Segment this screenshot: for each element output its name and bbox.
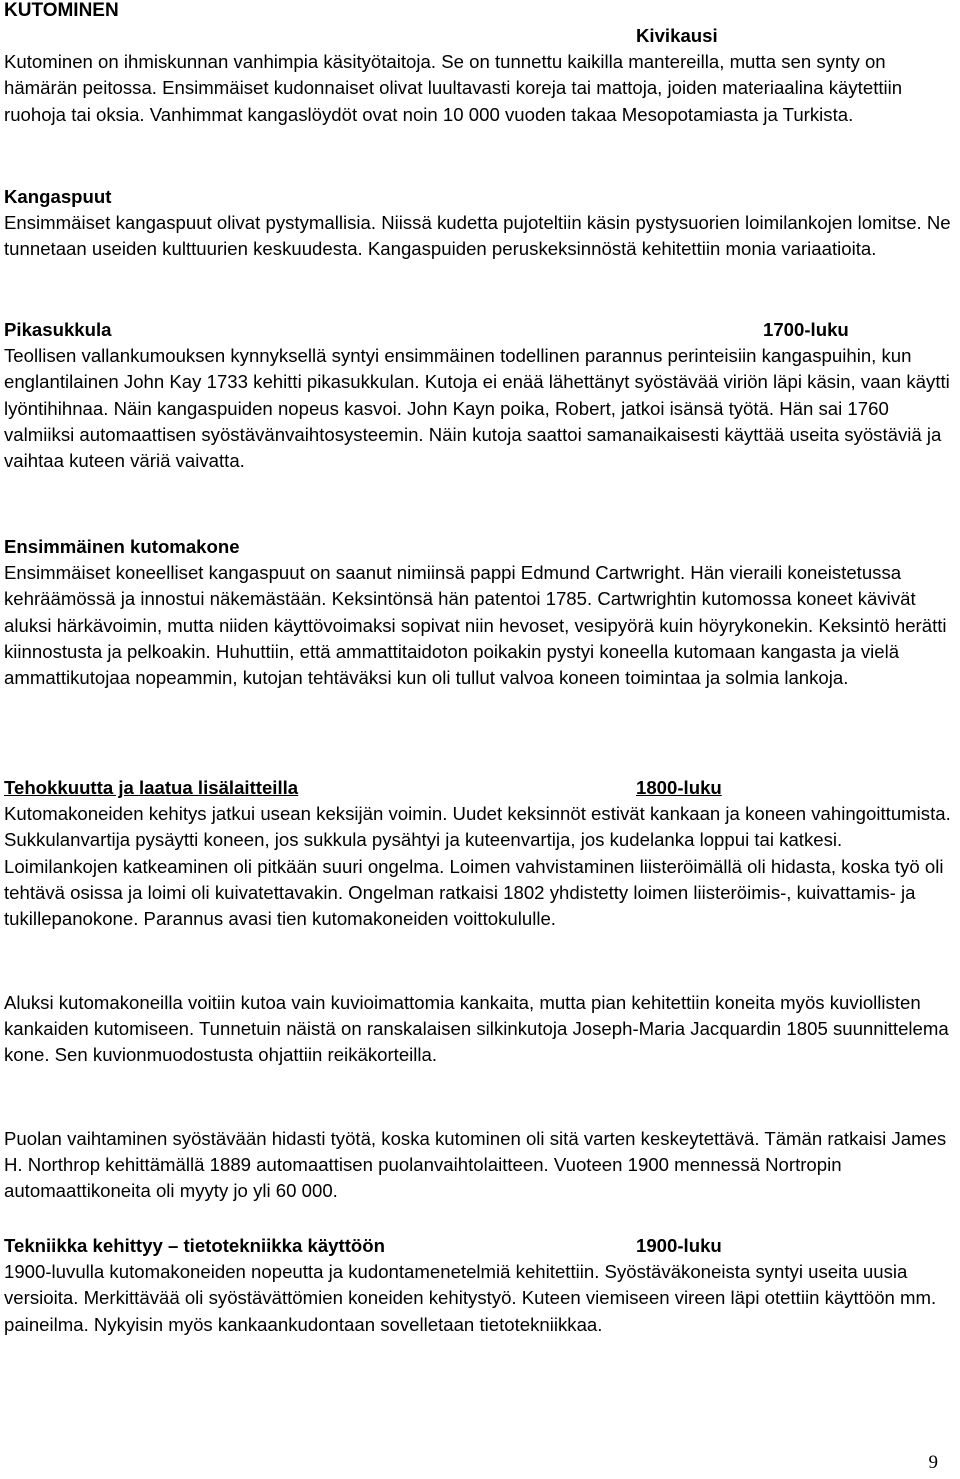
section-paragraph: Teollisen vallankumouksen kynnyksellä syntyi ensimmäinen todellinen parannus perinteisiin kangaspuihin, kun englantilainen John Kay 1733 kehitti pikasukkulan. Kutoja ei enää lähettänyt syöstävää viriön läpi käsin, vaan käytti lyöntihihnaa. Näin kangaspuiden nopeus kasvoi. John Kayn poika, Robert, jatkoi isänsä työtä. Hän sai 1760 valmiiksi automaattisen syöstävänvaihtosysteemin. Näin kutoja saattoi samanaikaisesti käyttää useita syöstäviä ja vaihtaa kuteen väriä vaivatta. [4, 345, 950, 472]
section-paragraph: Aluksi kutomakoneilla voitiin kutoa vain kuvioimattomia kankaita, mutta pian kehitettiin koneita myös kuviollisten kankaiden kutomiseen. Tunnetuin näistä on ranskalaisen silkinkutoja Joseph-Maria Jacquardin 1805 suunnittelema kone. Sen kuvionmuodostusta ohjattiin reikäkorteilla. [4, 992, 949, 1066]
section-paragraph: 1900-luvulla kutomakoneiden nopeutta ja kudontamenetelmiä kehitettiin. Syöstäväkoneista syntyi useita uusia versioita. Merkittävää oli syöstävättömien koneiden kehitystyö. Kuteen viemiseen vireen läpi otettiin käyttöön mm. paineilma. Nykyisin myös kankaankudontaan sovelletaan tietotekniikkaa. [4, 1261, 937, 1335]
section-flying-shuttle [4, 317, 954, 474]
section-era: Kivikausi [636, 25, 718, 46]
section-paragraph: Kutominen on ihmiskunnan vanhimpia käsityötaitoja. Se on tunnettu kaikilla mantereilla, mutta sen synty on hämärän peitossa. Ensimmäiset kudonnaiset olivat luultavasti koreja tai mattoja, joiden materiaalina käytettiin ruohoja tai oksia. Vanhimmat kangaslöydöt ovat noin 10 000 vuoden takaa Mesopotamiasta ja Turkista. [4, 51, 903, 125]
section-era: 1700-luku [763, 319, 849, 340]
section-paragraph: Ensimmäiset kangaspuut olivat pystymallisia. Niissä kudetta pujoteltiin käsin pystysuorien loimilankojen lomitse. Ne tunnetaan useiden kulttuurien keskuudesta. Kangaspuiden peruskeksinnöstä kehitettiin monia variaatioita. [4, 212, 951, 260]
section-heading: Tehokkuutta ja laatua lisälaitteilla [4, 777, 299, 798]
section-stone-age [4, 23, 954, 128]
section-heading-row [4, 534, 954, 560]
section-first-loom-machine [4, 534, 954, 691]
page-number: 9 [928, 1452, 938, 1473]
section-era: 1800-luku [636, 777, 722, 798]
section-heading-row [4, 317, 954, 343]
section-heading: Pikasukkula [4, 319, 112, 340]
section-jacquard [4, 990, 954, 1069]
section-heading-row [4, 1233, 954, 1259]
section-era: 1900-luku [636, 1235, 722, 1256]
section-heading-row [4, 184, 954, 210]
section-heading: Tekniikka kehittyy – tietotekniikka käyttöön [4, 1235, 385, 1256]
section-paragraph: Ensimmäiset koneelliset kangaspuut on saanut nimiinsä pappi Edmund Cartwright. Hän vieraili koneistetussa kehräämössä ja innostui näkemästään. Keksintönsä hän patentoi 1785. Cartwrightin kutomossa koneet kävivät aluksi härkävoimin, mutta niiden käyttövoimaksi sopivat niin hevoset, vesipyörä kuin höyrykonekin. Keksintö herätti kiinnostusta ja pelkoakin. Huhuttiin, että ammattitaidoton poikakin pystyi koneella kutomaan kangasta ja vielä ammattikutojaa nopeammin, kutojan tehtäväksi kun oli tullut valvoa koneen toimintaa ja solmia lankoja. [4, 562, 947, 689]
section-heading: Kangaspuut [4, 186, 112, 207]
document-title: KUTOMINEN [4, 0, 119, 21]
section-heading-row [4, 775, 954, 801]
section-paragraph: Puolan vaihtaminen syöstävään hidasti työtä, koska kutominen oli sitä varten keskeytettävä. Tämän ratkaisi James H. Northrop kehittämällä 1889 automaattisen puolanvaihtolaitteen. Vuoteen 1900 mennessä Nortropin automaattikoneita oli myyty jo yli 60 000. [4, 1128, 947, 1202]
section-paragraph: Kutomakoneiden kehitys jatkui usean keksijän voimin. Uudet keksinnöt estivät kankaan ja koneen vahingoittumista. Sukkulanvartija pysäytti koneen, jos sukkula pysähtyi ja kuteenvartija, jos kudelanka loppui tai katkesi. Loimilankojen katkeaminen oli pitkään suuri ongelma. Loimen vahvistaminen liisteröimällä oli hidasta, koska työ oli tehtävä osissa ja loimi oli kuivatettavakin. Ongelman ratkaisi 1802 yhdistetty loimen liisteröimis-, kuivattamis- ja tukillepanokone. Parannus avasi tien kutomakoneiden voittokululle. [4, 803, 951, 930]
section-heading-row [4, 23, 954, 49]
section-technology [4, 1233, 954, 1338]
section-looms [4, 184, 954, 263]
section-northrop [4, 1126, 954, 1205]
section-heading: Ensimmäinen kutomakone [4, 536, 240, 557]
section-efficiency [4, 775, 954, 932]
